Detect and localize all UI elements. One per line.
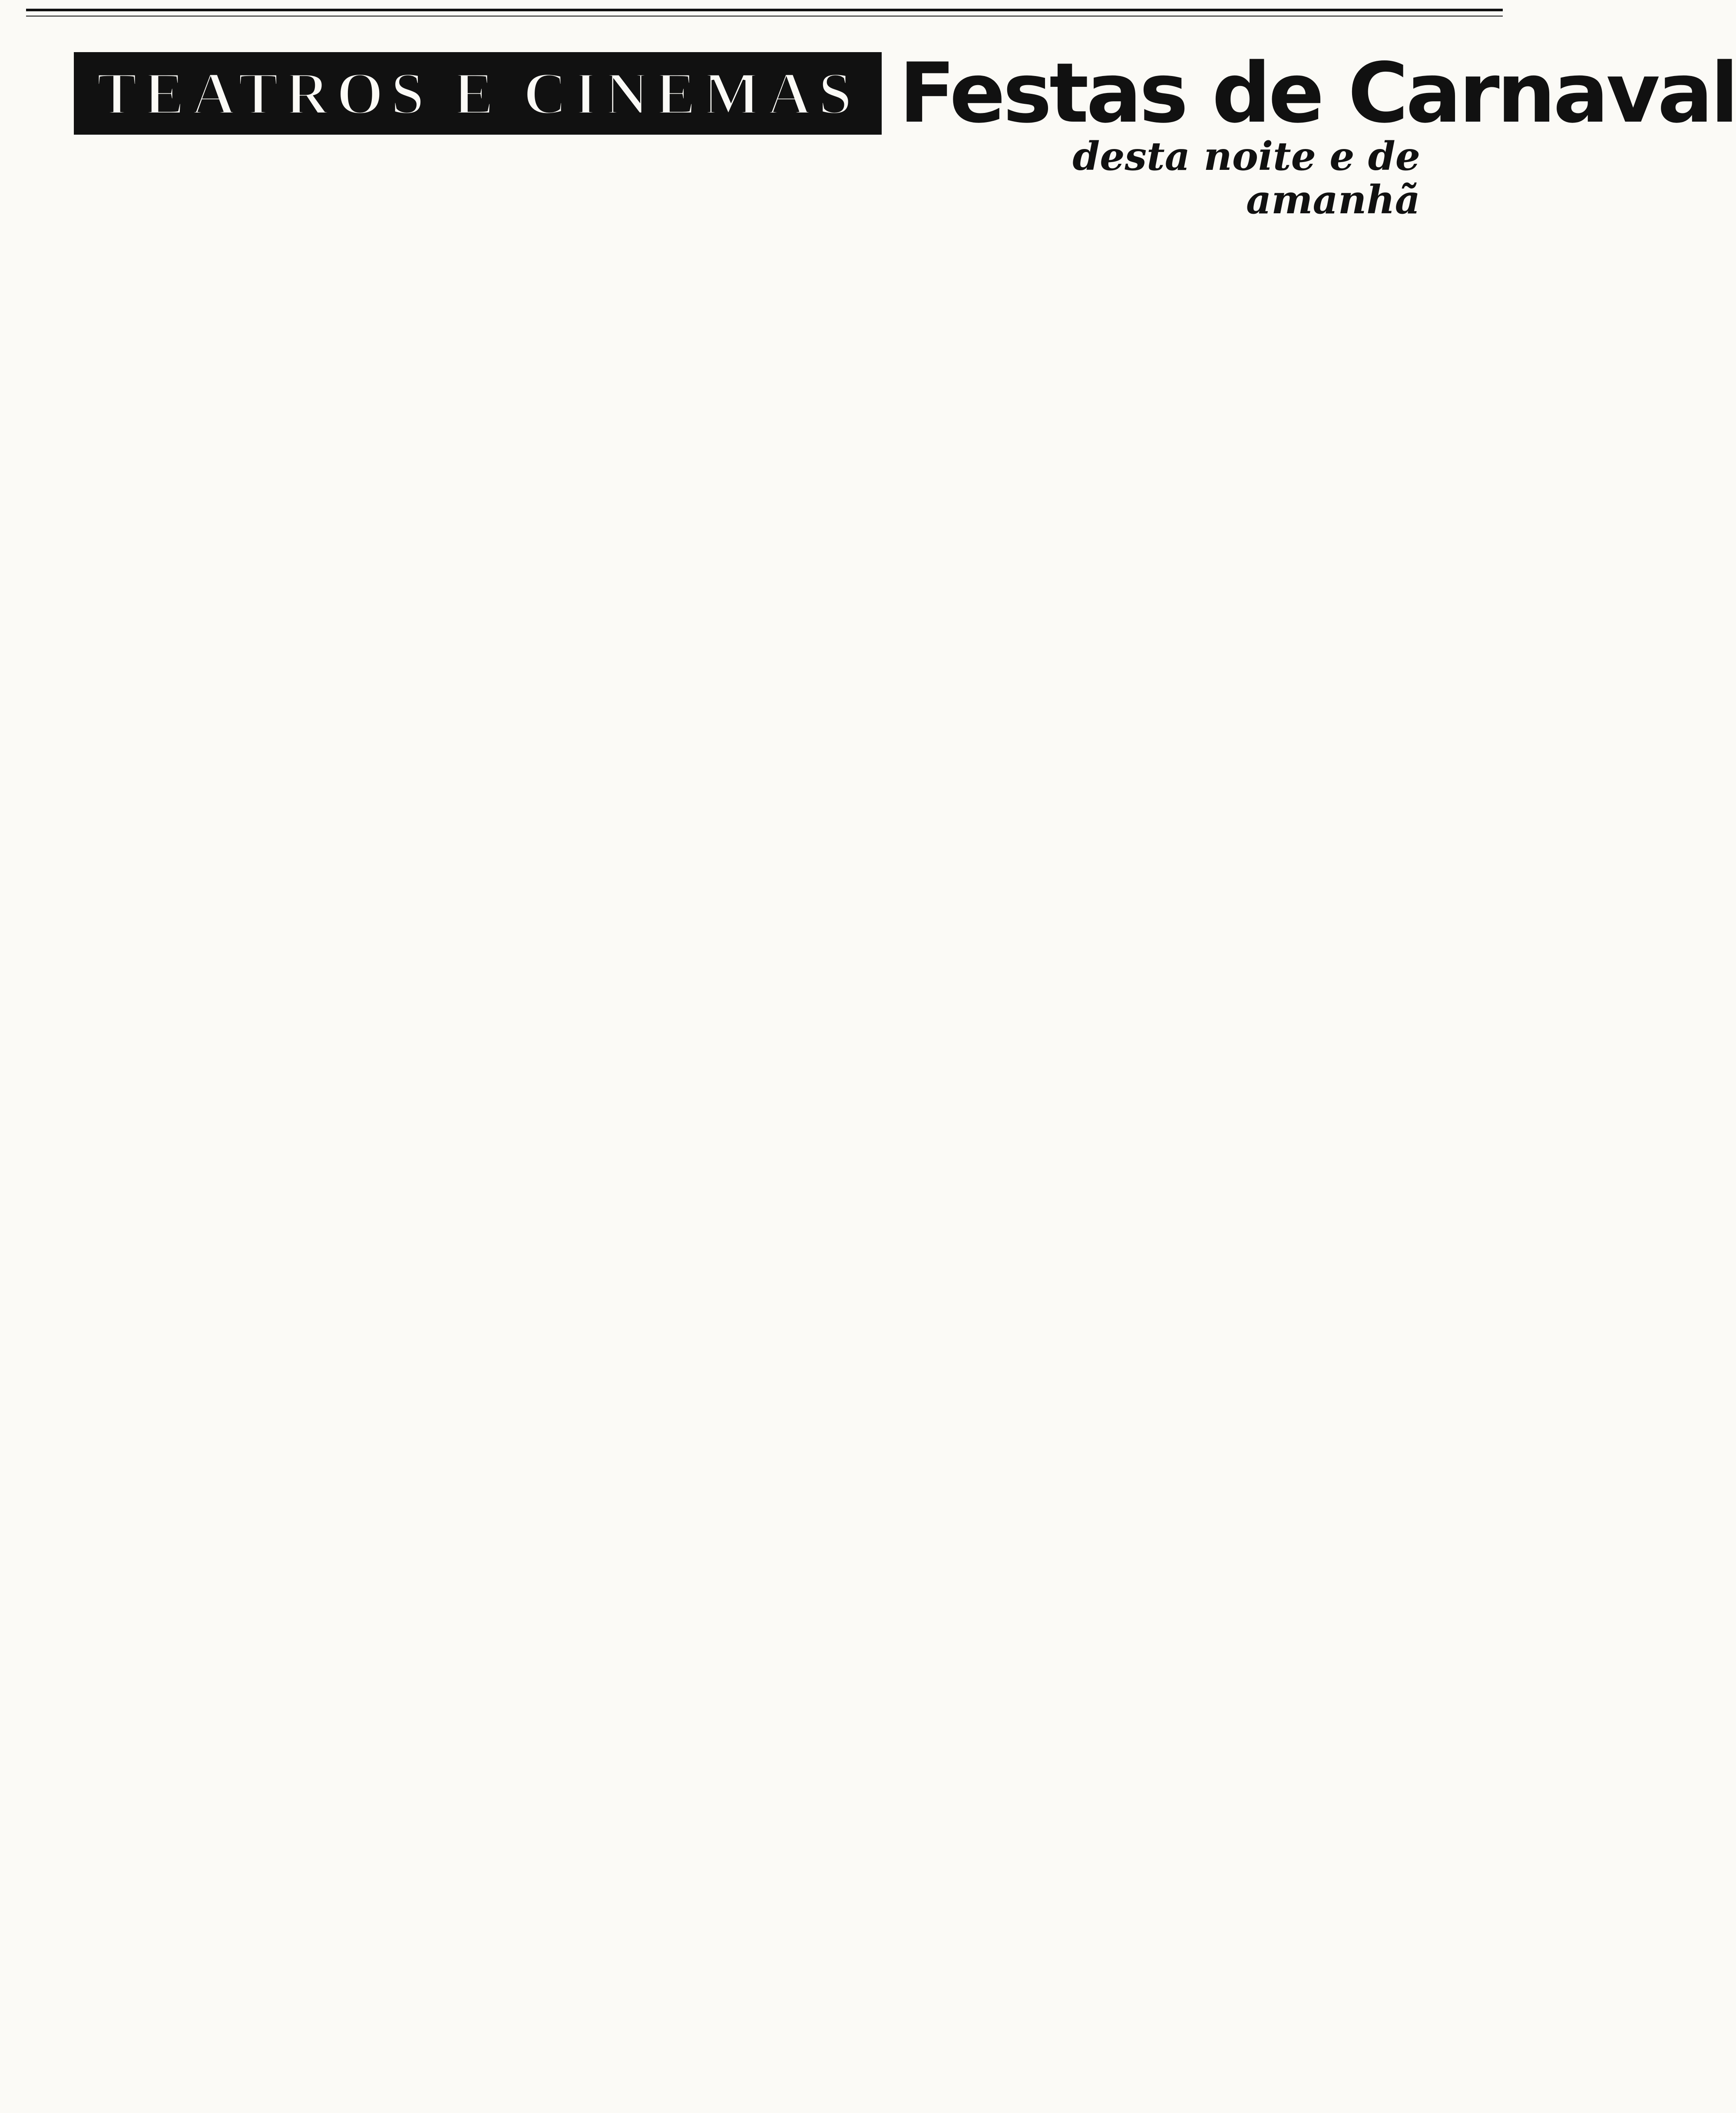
festas-de-carnaval-subtitle: desta noite e de amanhã xyxy=(1072,133,1420,223)
page-header-row xyxy=(74,45,1736,223)
teatros-e-cinemas-title: TEATROS E CINEMAS xyxy=(96,60,859,127)
festas-de-carnaval-title: Festas de Carnaval xyxy=(899,45,1736,141)
top-rule xyxy=(26,9,1503,17)
teatros-e-cinemas-banner xyxy=(74,52,882,135)
festas-de-carnaval-header xyxy=(899,45,1736,223)
